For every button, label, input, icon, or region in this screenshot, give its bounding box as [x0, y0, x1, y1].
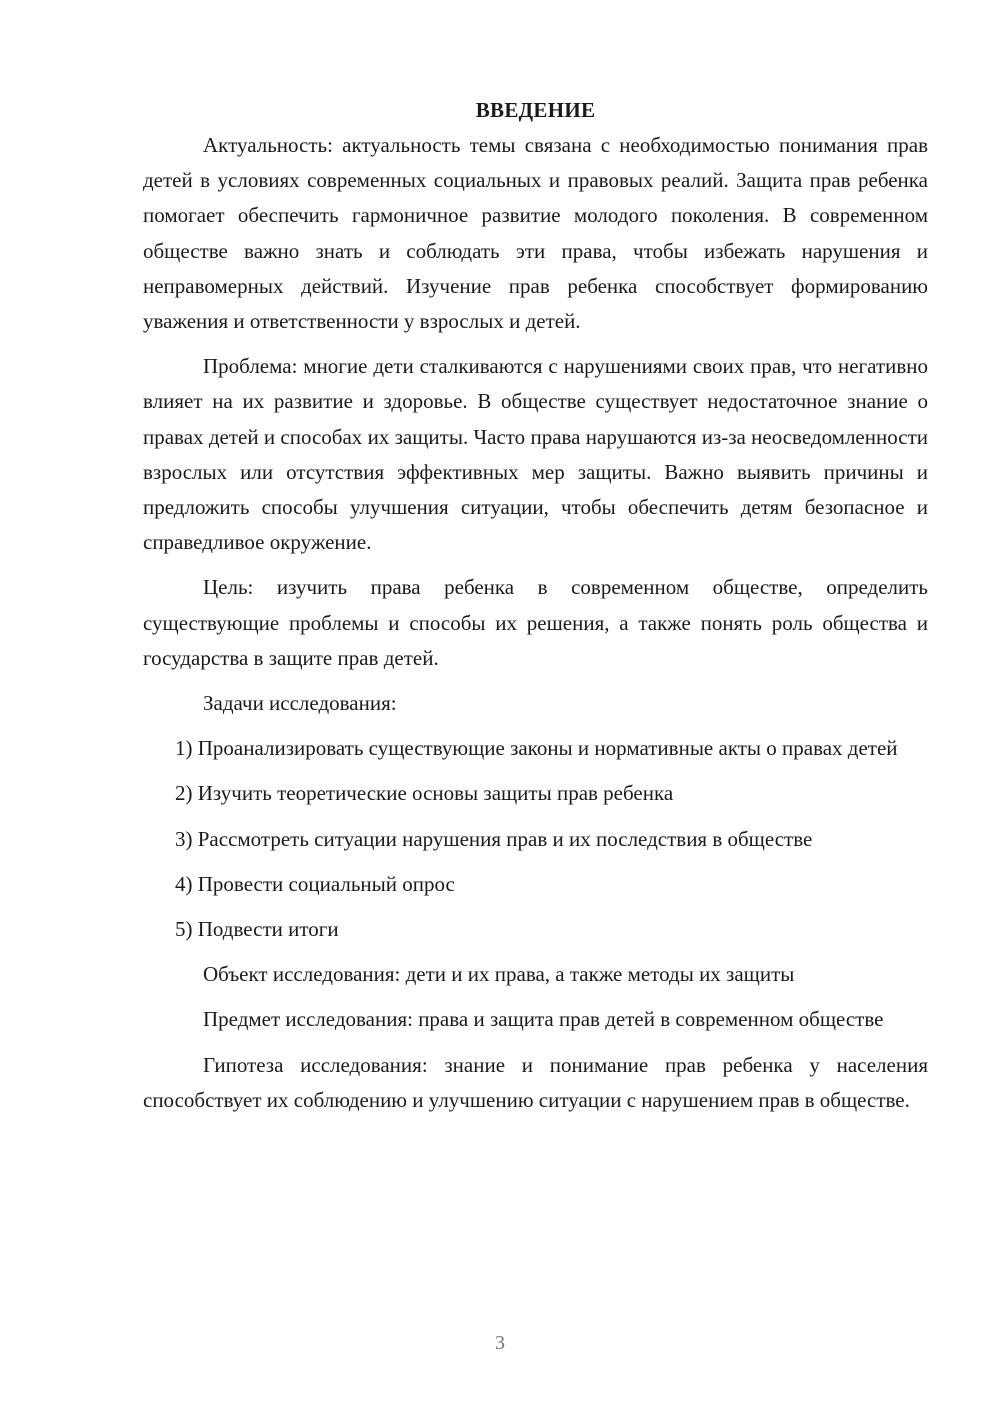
object-paragraph: Объект исследования: дети и их права, а также методы их защиты [203, 962, 795, 987]
problem-paragraph: Проблема: многие дети сталкиваются с нарушениями своих прав, что негативно влияет на их развитие и здоровье. В обществе существует недостаточное знание о правах детей и способах их защиты. Часто права нарушаются из-за неосведомленности взрослых или отсутствия эффективных мер защиты. Важно выявить причины и предложить способы улучшения ситуации, чтобы обеспечить детям безопасное и справедливое окружение. [143, 354, 928, 555]
hypothesis-paragraph: Гипотеза исследования: знание и понимание прав ребенка у населения способствует их соблюдению и улучшению ситуации с нарушением прав в обществе. [143, 1052, 928, 1112]
task-item: 3) Рассмотреть ситуации нарушения прав и их последствия в обществе [175, 826, 813, 851]
task-item: 1) Проанализировать существующие законы и нормативные акты о правах детей [175, 736, 898, 761]
task-item: 2) Изучить теоретические основы защиты прав ребенка [175, 781, 674, 806]
tasks-heading: Задачи исследования: [203, 691, 397, 716]
subject-paragraph: Предмет исследования: права и защита прав детей в современном обществе [203, 1007, 884, 1032]
relevance-paragraph: Актуальность: актуальность темы связана с необходимостью понимания прав детей в условиях современных социальных и правовых реалий. Защита прав ребенка помогает обеспечить гармоничное развитие молодого поколения. В современном обществе важно знать и соблюдать эти права, чтобы избежать нарушения и неправомерных действий. Изучение прав ребенка способствует формированию уважения и ответственности у взрослых и детей. [143, 133, 928, 334]
page-number: 3 [495, 1332, 505, 1354]
task-item: 4) Провести социальный опрос [175, 871, 455, 896]
task-item: 5) Подвести итоги [175, 917, 339, 942]
section-title: ВВЕДЕНИЕ [475, 98, 596, 122]
goal-paragraph: Цель: изучить права ребенка в современном обществе, определить существующие проблемы и способы их решения, а также понять роль общества и государства в защите прав детей. [143, 575, 928, 670]
document-page [143, 93, 928, 1128]
